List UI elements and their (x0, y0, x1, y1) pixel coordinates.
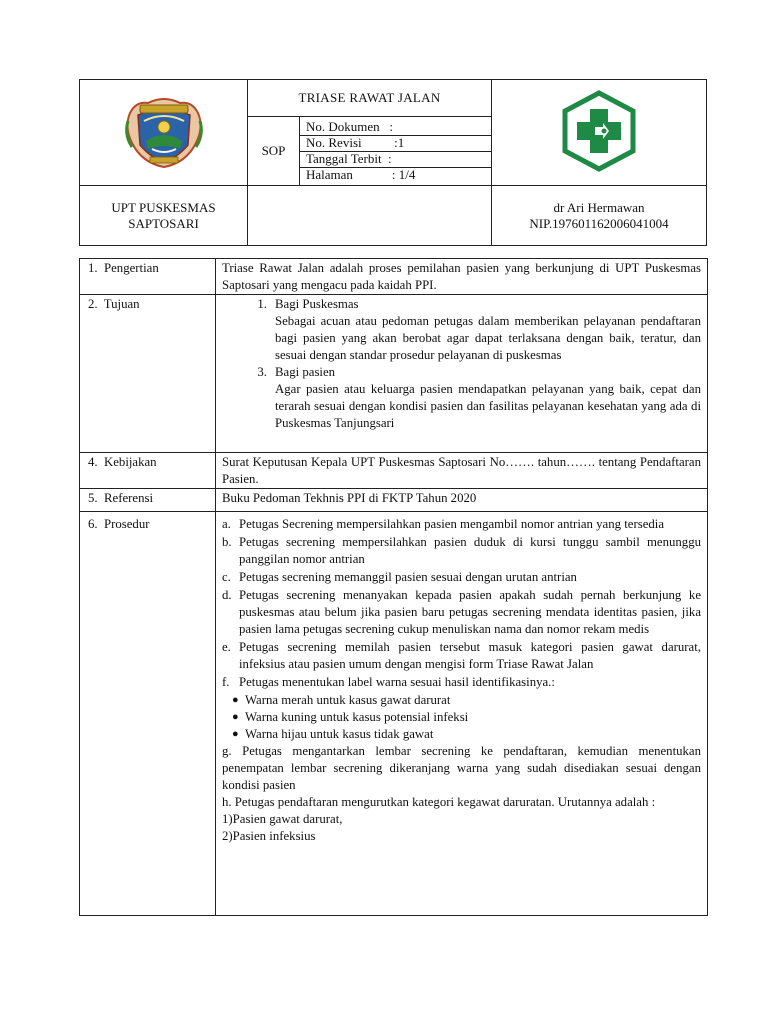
row-referensi (80, 489, 708, 512)
tujuan-item-number: 3. (257, 365, 267, 379)
tujuan-item-description: Sebagai acuan atau pedoman petugas dalam memberikan pelayanan pendaftaran bagi pasien yang akan berobat agar dapat terlaksana dengan baik, teratur, dan sesuai dengan standar prosedur pelayanan di puskesmas (275, 314, 701, 362)
prosedur-step (222, 534, 701, 568)
label-prosedur: 6. Prosedur (80, 512, 216, 916)
tujuan-item-title: Bagi pasien (275, 365, 336, 379)
bullet-icon: ● (232, 694, 239, 706)
text-kebijakan: Surat Keputusan Kepala UPT Puskesmas Saptosari No……. tahun……. tentang Pendaftaran Pasien. (216, 453, 708, 489)
step-text: Petugas secrening menanyakan kepada pasien apakah sudah pernah berkunjung ke puskesmas atau belum jika pasien baru petugas secrening mendata identitas pasien, jika pasien lama petugas secrening cukup menuliskan nama dan nomor rekam medis (239, 588, 701, 636)
puskesmas-logo-cell (492, 80, 707, 186)
bullet-icon: ● (232, 728, 239, 740)
meta-no-revisi: No. Revisi :1 (300, 135, 491, 151)
order-item: 2)Pasien infeksius (222, 829, 316, 843)
document-title: TRIASE RAWAT JALAN (248, 80, 492, 117)
prosedur-step (222, 569, 701, 586)
tujuan-item-number: 1. (257, 297, 267, 311)
label-tujuan: 2. Tujuan (80, 295, 216, 453)
document-meta-cell (300, 117, 492, 186)
prosedur-step-h: h. Petugas pendaftaran mengurutkan kategori kegawat daruratan. Urutannya adalah : (222, 795, 656, 809)
step-marker: e. (222, 640, 231, 654)
label-pengertian: 1. Pengertian (80, 259, 216, 295)
meta-no-dokumen: No. Dokumen : (300, 120, 491, 136)
step-text: Petugas secrening mempersilahkan pasien duduk di kursi tunggu sambil menunggu panggilan nomor antrian (239, 535, 701, 566)
color-label-item (222, 709, 701, 726)
puskesmas-cross-logo-icon (557, 89, 641, 173)
color-label-item (222, 726, 701, 743)
signer-name: dr Ari Hermawan (553, 199, 645, 215)
color-label-item (222, 692, 701, 709)
color-label-list (222, 692, 701, 743)
step-text: Petugas secrening memanggil pasien sesuai dengan urutan antrian (239, 570, 577, 584)
step-text: Petugas Secrening mempersilahkan pasien mengambil nomor antrian yang tersedia (239, 517, 665, 531)
color-label-text: Warna merah untuk kasus gawat darurat (245, 693, 451, 707)
institution-line-1: UPT PUSKESMAS (111, 199, 216, 215)
institution-line-2: SAPTOSARI (128, 215, 199, 231)
step-text: Petugas secrening memilah pasien tersebut masuk kategori pasien gawat darurat, infeksius atau pasien umum dengan mengisi form Triase Rawat Jalan (239, 640, 701, 671)
signer-nip: NIP.197601162006041004 (529, 215, 669, 231)
label-kebijakan: 4. Kebijakan (80, 453, 216, 489)
bullet-icon: ● (232, 711, 239, 723)
text-pengertian: Triase Rawat Jalan adalah proses pemilahan pasien yang berkunjung di UPT Puskesmas Saptosari yang mengacu pada kaidah PPI. (216, 259, 708, 295)
sop-content-table (79, 258, 708, 916)
regency-crest-icon (122, 91, 206, 171)
label-referensi: 5. Referensi (80, 489, 216, 512)
sop-label: SOP (248, 117, 300, 186)
meta-tanggal-terbit: Tanggal Terbit : (300, 151, 491, 167)
text-referensi: Buku Pedoman Tekhnis PPI di FKTP Tahun 2020 (216, 489, 708, 512)
row-kebijakan (80, 453, 708, 489)
step-marker: b. (222, 535, 232, 549)
institution-name (80, 186, 248, 246)
signer-block (492, 186, 707, 246)
step-marker: a. (222, 517, 231, 531)
prosedur-step (222, 587, 701, 638)
step-marker: c. (222, 570, 231, 584)
prosedur-step-g: g. Petugas mengantarkan lembar secrening ke pendaftaran, kemudian menentukan penempatan lembar secrening dikeranjang warna yang sudah disediakan sesuai dengan kondisi pasien (222, 744, 701, 792)
prosedur-step (222, 674, 701, 691)
step-marker: d. (222, 588, 232, 602)
prosedur-steps (222, 516, 701, 691)
prosedur-step (222, 516, 701, 533)
sop-header-table (79, 79, 707, 246)
tujuan-item-title: Bagi Puskesmas (275, 297, 359, 311)
tujuan-item (222, 296, 701, 313)
content-prosedur (216, 512, 708, 916)
signature-blank-cell (248, 186, 492, 246)
step-text: Petugas menentukan label warna sesuai hasil identifikasinya.: (239, 675, 555, 689)
tujuan-item (222, 364, 701, 381)
row-pengertian (80, 259, 708, 295)
meta-halaman: Halaman : 1/4 (300, 167, 491, 183)
content-tujuan (216, 295, 708, 453)
row-prosedur (80, 512, 708, 916)
document-meta-table (300, 120, 491, 183)
tujuan-item-description: Agar pasien atau keluarga pasien mendapatkan pelayanan yang baik, cepat dan terarah sesuai dengan kondisi pasien dan fasilitas pelayanan kesehatan yang ada di Puskesmas Tanjungsari (275, 382, 701, 430)
order-item: 1)Pasien gawat darurat, (222, 812, 343, 826)
regency-crest-cell (80, 80, 248, 186)
prosedur-step (222, 639, 701, 673)
step-marker: f. (222, 675, 230, 689)
color-label-text: Warna hijau untuk kasus tidak gawat (245, 727, 434, 741)
row-tujuan (80, 295, 708, 453)
color-label-text: Warna kuning untuk kasus potensial infeksi (245, 710, 469, 724)
